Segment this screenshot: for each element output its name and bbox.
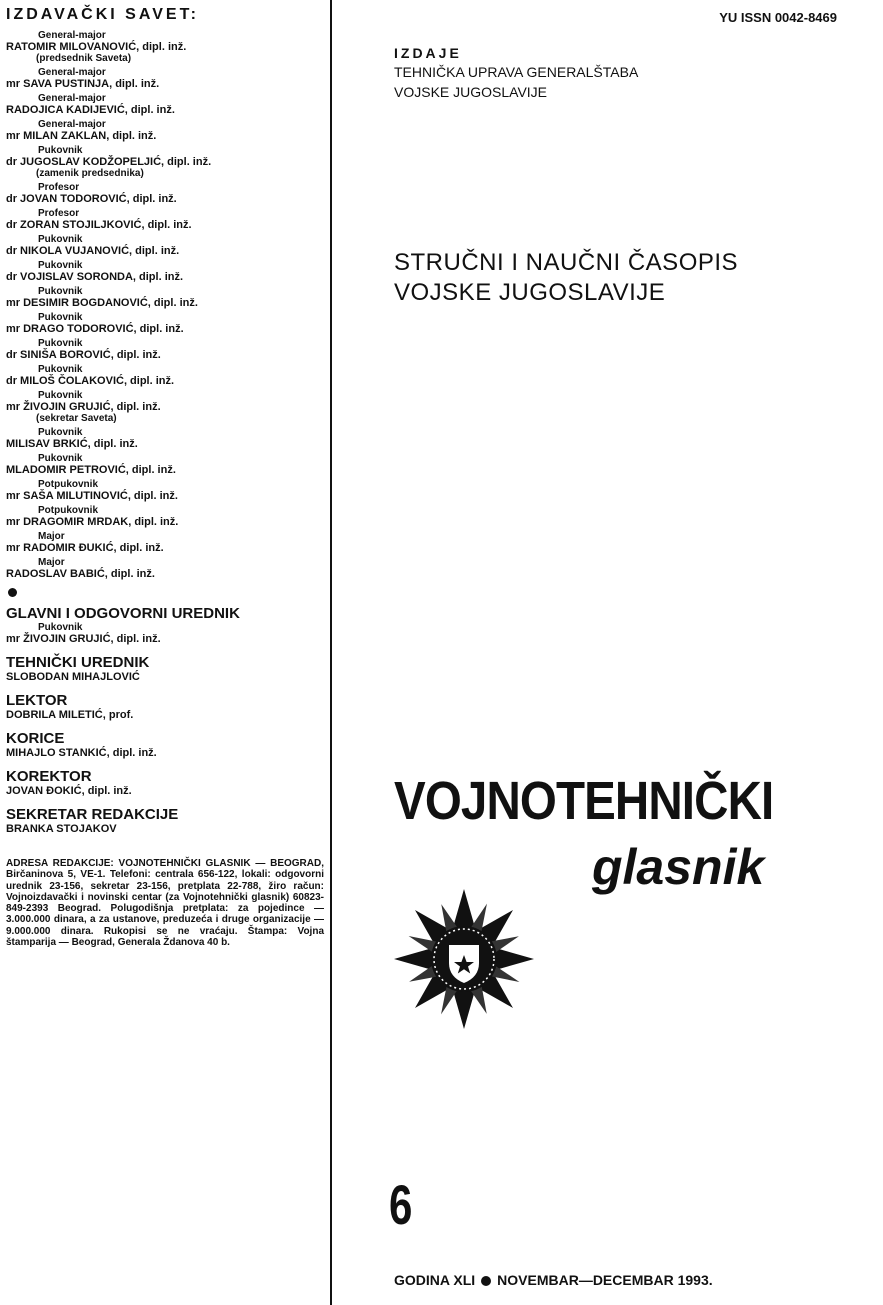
column-divider — [330, 0, 332, 1305]
secretary-title: SEKRETAR REDAKCIJE — [6, 806, 179, 823]
member-note: (zamenik predsednika) — [36, 168, 144, 179]
member-note: (predsednik Saveta) — [36, 53, 132, 64]
member-rank: Pukovnik — [38, 427, 83, 438]
proofreader-name: JOVAN ĐOKIĆ, dipl. inž. — [6, 785, 132, 797]
journal-line-2: VOJSKE JUGOSLAVIJE — [394, 279, 666, 306]
member-name: dr NIKOLA VUJANOVIĆ, dipl. inž. — [6, 245, 180, 257]
issn-number: YU ISSN 0042-8469 — [719, 10, 837, 25]
member-rank: Potpukovnik — [38, 505, 99, 516]
board-member — [6, 364, 324, 387]
member-name: mr DRAGOMIR MRDAK, dipl. inž. — [6, 516, 179, 528]
member-name: mr SAŠA MILUTINOVIĆ, dipl. inž. — [6, 490, 178, 502]
board-member — [6, 557, 324, 580]
member-name: MLADOMIR PETROVIĆ, dipl. inž. — [6, 464, 176, 476]
board-member — [6, 338, 324, 361]
lector-title: LEKTOR — [6, 692, 68, 709]
editorial-address: ADRESA REDAKCIJE: VOJNOTEHNIČKI GLASNIK — BEOGRAD, Birčaninova 5, VE-1. Telefoni: centrala 656-122, lokali: odgovorni urednik 23-156, sekretar 23-156, pretplata 22-788, žiro račun: Vojnoizdavački i novinski centar (za Vojnotehnički glasnik) 60823-849-2393 Beograd. Polugodišnja pretplata: za pojedince — 3.000.000 dinara, a za ustanove, preduzeća i druge organizacije — 9.000.000 dinara. Rukopisi se ne vraćaju. Štampa: Vojna štamparija — Beograd, Generala Ždanova 40 b. — [6, 858, 324, 949]
member-rank: Pukovnik — [38, 453, 83, 464]
member-name: mr ŽIVOJIN GRUJIĆ, dipl. inž. — [6, 401, 161, 413]
member-name: RADOSLAV BABIĆ, dipl. inž. — [6, 568, 155, 580]
member-name: dr MILOŠ ČOLAKOVIĆ, dipl. inž. — [6, 375, 175, 387]
board-member — [6, 531, 324, 554]
volume-label: GODINA XLI — [394, 1272, 476, 1288]
board-member — [6, 453, 324, 476]
editor-rank: Pukovnik — [38, 622, 83, 633]
issue-footer — [394, 1272, 713, 1288]
cover-title: KORICE — [6, 730, 65, 747]
member-rank: Pukovnik — [38, 390, 83, 401]
member-rank: Pukovnik — [38, 312, 83, 323]
board-member — [6, 234, 324, 257]
member-name: RATOMIR MILOVANOVIĆ, dipl. inž. — [6, 41, 187, 53]
member-rank: General-major — [38, 30, 106, 41]
member-rank: Pukovnik — [38, 234, 83, 245]
board-title: IZDAVAČKI SAVET: — [6, 6, 199, 23]
member-rank: Pukovnik — [38, 286, 83, 297]
member-rank: Major — [38, 557, 65, 568]
member-name: dr JOVAN TODOROVIĆ, dipl. inž. — [6, 193, 177, 205]
publisher-line-1: TEHNIČKA UPRAVA GENERALŠTABA — [394, 64, 639, 80]
member-name: mr DRAGO TODOROVIĆ, dipl. inž. — [6, 323, 184, 335]
board-member — [6, 30, 324, 64]
member-rank: General-major — [38, 67, 106, 78]
board-member — [6, 93, 324, 116]
member-rank: General-major — [38, 119, 106, 130]
left-column — [6, 6, 324, 948]
journal-line-1: STRUČNI I NAUČNI ČASOPIS — [394, 249, 739, 276]
masthead-subtitle: glasnik — [592, 839, 765, 895]
board-member — [6, 67, 324, 90]
bullet-icon — [481, 1276, 491, 1286]
member-name: mr SAVA PUSTINJA, dipl. inž. — [6, 78, 160, 90]
star-emblem-icon — [393, 888, 535, 1030]
bullet-icon — [8, 588, 17, 597]
member-rank: General-major — [38, 93, 106, 104]
board-member — [6, 119, 324, 142]
proofreader-title: KOREKTOR — [6, 768, 92, 785]
publisher-block — [394, 44, 638, 102]
board-member — [6, 286, 324, 309]
member-name: mr MILAN ZAKLAN, dipl. inž. — [6, 130, 157, 142]
board-member — [6, 312, 324, 335]
member-name: dr ZORAN STOJILJKOVIĆ, dipl. inž. — [6, 219, 192, 231]
board-member — [6, 208, 324, 231]
publisher-line-2: VOJSKE JUGOSLAVIJE — [394, 84, 548, 100]
board-member — [6, 479, 324, 502]
board-member — [6, 427, 324, 450]
member-note: (sekretar Saveta) — [36, 413, 117, 424]
member-rank: Major — [38, 531, 65, 542]
cover-name: MIHAJLO STANKIĆ, dipl. inž. — [6, 747, 157, 759]
publisher-label: IZDAJE — [394, 45, 462, 61]
board-member-list — [6, 30, 324, 580]
member-name: dr VOJISLAV SORONDA, dipl. inž. — [6, 271, 184, 283]
issue-number: 6 — [389, 1173, 413, 1236]
member-rank: Pukovnik — [38, 260, 83, 271]
member-rank: Pukovnik — [38, 338, 83, 349]
board-member — [6, 260, 324, 283]
board-member — [6, 145, 324, 179]
editor-title: GLAVNI I ODGOVORNI UREDNIK — [6, 605, 240, 622]
lector-name: DOBRILA MILETIĆ, prof. — [6, 709, 134, 721]
member-rank: Profesor — [38, 182, 80, 193]
member-rank: Profesor — [38, 208, 80, 219]
tech-editor-name: SLOBODAN MIHAJLOVIĆ — [6, 671, 140, 683]
editor-name: mr ŽIVOJIN GRUJIĆ, dipl. inž. — [6, 633, 161, 645]
issue-date: NOVEMBAR—DECEMBAR 1993. — [497, 1272, 713, 1288]
board-member — [6, 182, 324, 205]
member-rank: Pukovnik — [38, 145, 83, 156]
member-rank: Potpukovnik — [38, 479, 99, 490]
board-member — [6, 505, 324, 528]
journal-description — [394, 248, 738, 308]
member-name: dr JUGOSLAV KODŽOPELJIĆ, dipl. inž. — [6, 156, 212, 168]
member-name: mr DESIMIR BOGDANOVIĆ, dipl. inž. — [6, 297, 198, 309]
member-name: RADOJICA KADIJEVIĆ, dipl. inž. — [6, 104, 175, 116]
member-name: dr SINIŠA BOROVIĆ, dipl. inž. — [6, 349, 161, 361]
board-member — [6, 390, 324, 424]
masthead-title: VOJNOTEHNIČKI — [394, 771, 774, 831]
member-name: mr RADOMIR ĐUKIĆ, dipl. inž. — [6, 542, 164, 554]
member-name: MILISAV BRKIĆ, dipl. inž. — [6, 438, 138, 450]
secretary-name: BRANKA STOJAKOV — [6, 823, 117, 835]
member-rank: Pukovnik — [38, 364, 83, 375]
tech-editor-title: TEHNIČKI UREDNIK — [6, 654, 150, 671]
